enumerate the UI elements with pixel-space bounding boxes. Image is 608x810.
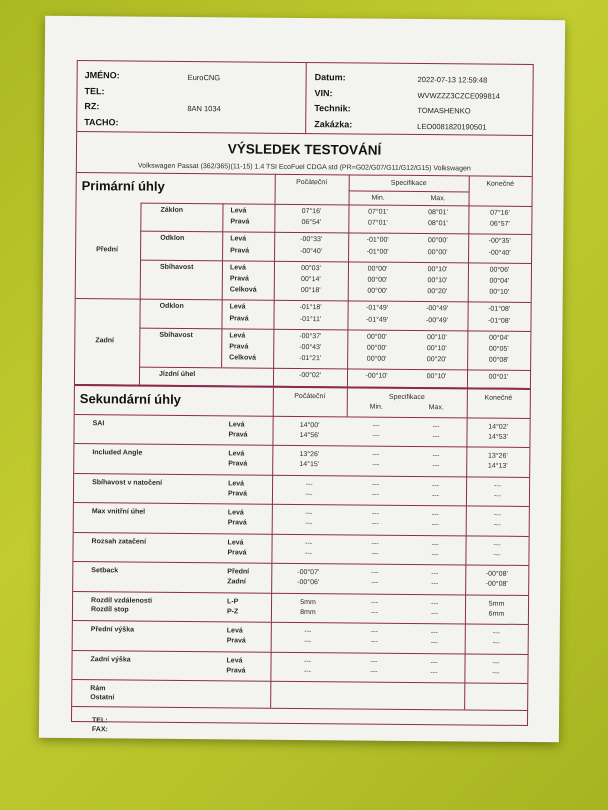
footer-fax: FAX: (91, 726, 108, 734)
value-max: 00°20' (427, 288, 448, 296)
section-divider (75, 384, 530, 390)
header-value: WVWZZZ3CZCE099814 (417, 90, 501, 101)
value-max: --- (431, 511, 439, 519)
header-value: LEO0081820190501 (417, 121, 487, 132)
col-line (270, 651, 271, 681)
value-final: -00°35' (488, 238, 511, 246)
col-header-final: Konečné (484, 394, 513, 402)
value-min: --- (372, 451, 380, 459)
value-max: 08°01' (428, 209, 448, 217)
value-max: --- (432, 462, 440, 470)
value-min: --- (371, 520, 379, 528)
col-line (466, 417, 467, 447)
header-label: Datum: (314, 72, 346, 83)
value-max: --- (430, 668, 438, 676)
row-line (74, 532, 529, 537)
value-final: --- (492, 659, 500, 667)
value-initial: --- (304, 657, 312, 665)
param-name: Záklon (160, 206, 184, 214)
side-label: L-P (227, 597, 239, 606)
value-initial: -00°33' (300, 236, 323, 244)
value-final: 5mm (488, 600, 505, 608)
col-header-spec: Specifikace (390, 179, 427, 188)
col-line (464, 653, 465, 683)
side-label: Celková (229, 354, 257, 362)
item-name: Max vnitřní úhel (91, 508, 146, 516)
value-final: --- (493, 511, 501, 519)
side-label: Pravá (230, 246, 250, 255)
value-max: --- (431, 570, 439, 578)
header-center-divider (305, 63, 307, 133)
value-final: 00°05' (488, 345, 509, 353)
value-max: --- (431, 599, 439, 607)
item-name: Rám (90, 685, 106, 693)
side-label: Pravá (226, 637, 246, 645)
row-line (74, 443, 529, 448)
axle-label: Zadní (95, 337, 115, 345)
value-initial: --- (304, 638, 312, 646)
value-max: --- (430, 629, 438, 637)
value-max: 00°10' (426, 333, 447, 342)
value-min: 00°00' (367, 287, 388, 295)
header-label: Zakázka: (314, 118, 353, 129)
value-min: 07°01' (368, 208, 388, 216)
value-max: 00°20' (426, 356, 447, 364)
col-line (466, 476, 467, 506)
value-min: --- (372, 432, 380, 440)
value-initial: --- (304, 549, 313, 557)
col-line (465, 594, 466, 624)
header-label: RZ: (84, 101, 100, 112)
value-initial: -00°40' (300, 247, 323, 255)
value-initial: -00°37' (299, 332, 322, 340)
value-min: --- (371, 599, 379, 607)
value-max: 00°00' (427, 248, 448, 256)
value-initial: 07°16' (301, 207, 322, 216)
spec-subline (349, 190, 469, 192)
vehicle-description: Volkswagen Passat (362/365)(11-15) 1.4 TSI EcoFuel CDGA std (PR=G02/G07/G11/G12/G15) Volkswagen (137, 162, 471, 173)
value-initial: 00°18' (300, 287, 321, 295)
col-line (271, 592, 272, 622)
header-label: Technik: (314, 103, 351, 114)
col-line (465, 624, 466, 654)
value-min: 00°00' (366, 333, 387, 341)
col-line (272, 445, 273, 475)
value-max: --- (431, 521, 439, 529)
col-line (140, 231, 141, 259)
value-min: 00°00' (367, 276, 388, 284)
value-max: 00°00' (427, 237, 448, 245)
table-bottom-line (72, 706, 527, 711)
col-line (139, 299, 140, 327)
value-final: -00°08' (485, 580, 508, 588)
row-line (73, 620, 528, 625)
col-line (140, 259, 141, 299)
value-final: 00°10' (489, 288, 510, 296)
value-final: 00°01' (488, 374, 509, 382)
side-label: Levá (229, 303, 246, 311)
side-label: Levá (229, 332, 246, 340)
col-line (139, 327, 140, 367)
value-initial: 14°00' (299, 421, 320, 429)
side-label: Levá (227, 509, 244, 517)
value-max: --- (432, 422, 440, 430)
col-line (467, 302, 468, 330)
col-line (466, 447, 467, 477)
header-value: 8AN 1034 (187, 103, 221, 114)
row-line (72, 679, 527, 684)
value-final: --- (492, 669, 500, 677)
value-max: --- (432, 481, 440, 489)
col-line (274, 204, 275, 232)
item-name: Sbíhavost v natočení (92, 478, 163, 487)
value-max: --- (431, 550, 439, 558)
value-min: --- (372, 461, 380, 469)
value-final: 06°57' (489, 220, 510, 228)
col-line (221, 328, 222, 368)
item-name: SAI (92, 419, 105, 427)
value-min: -01°00' (366, 236, 389, 245)
col-line (347, 301, 348, 329)
value-final: 00°04' (489, 277, 510, 285)
value-max: --- (430, 639, 438, 647)
side-label: Pravá (228, 430, 248, 439)
value-final: 00°08' (488, 356, 509, 364)
value-min: 00°00' (367, 265, 388, 273)
value-initial: --- (305, 480, 313, 488)
footer-tel: TEL: (91, 717, 108, 725)
value-final: --- (494, 482, 502, 490)
value-initial: --- (305, 490, 313, 498)
item-name: Setback (91, 567, 119, 575)
value-initial: 14°15' (299, 461, 320, 469)
item-name: Rozsah zatačení (91, 537, 147, 546)
value-final: 00°04' (488, 334, 509, 342)
col-line (464, 683, 465, 710)
value-initial: -00°07' (297, 569, 320, 577)
value-final: -01°08' (487, 317, 511, 325)
col-line (221, 300, 222, 328)
value-initial: --- (305, 520, 313, 528)
col-line (272, 504, 273, 534)
value-min: --- (370, 668, 378, 676)
side-label: Zadní (227, 578, 246, 586)
col-line (466, 506, 467, 536)
col-line (270, 681, 271, 708)
row-line (74, 473, 529, 478)
value-initial: -01°18' (299, 304, 322, 312)
side-label: Levá (230, 207, 247, 215)
col-line (347, 369, 348, 386)
value-initial: 13°26' (299, 451, 320, 459)
value-final: --- (493, 492, 502, 500)
value-final: 13°26' (487, 452, 508, 460)
side-label: Levá (227, 538, 244, 547)
value-min: --- (371, 569, 379, 577)
value-initial: --- (304, 628, 312, 636)
value-initial: 14°56' (299, 431, 320, 439)
report-title: VÝSLEDEK TESTOVÁNÍ (227, 141, 382, 158)
value-min: 07°01' (367, 219, 388, 227)
value-min: -01°49' (366, 304, 389, 313)
col-line (348, 204, 349, 232)
row-line (73, 561, 528, 566)
item-name: Zadní výška (90, 655, 131, 664)
value-final: --- (492, 629, 500, 637)
row-line (73, 591, 528, 596)
value-max: --- (430, 609, 438, 617)
side-label: Pravá (229, 343, 249, 351)
value-initial: -01°21' (299, 355, 322, 363)
primary-angles-heading: Primární úhly (81, 178, 165, 194)
value-min: 00°00' (366, 355, 387, 363)
side-label: Pravá (227, 548, 247, 557)
results-form (71, 60, 534, 734)
col-line (465, 565, 466, 595)
col-line (271, 622, 272, 652)
value-initial: -00°43' (299, 343, 322, 352)
value-final: -00°08' (485, 570, 508, 578)
param-name: Sbíhavost (159, 331, 193, 339)
side-label: Levá (226, 627, 243, 635)
value-final: 07°16' (490, 209, 510, 217)
value-max: 00°10' (426, 345, 447, 353)
param-name: Sbíhavost (159, 263, 194, 271)
param-name: Odklon (159, 303, 184, 311)
side-label: P-Z (226, 607, 239, 616)
value-min: --- (372, 422, 380, 430)
value-min: -01°49' (365, 316, 389, 324)
header-value: EuroCNG (187, 72, 221, 83)
side-label: Pravá (229, 275, 249, 283)
value-final: 00°06' (489, 266, 510, 274)
value-final: --- (493, 521, 501, 529)
header-label: JMÉNO: (84, 70, 120, 81)
value-max: --- (431, 580, 439, 588)
col-line (272, 474, 273, 504)
side-label: Přední (227, 568, 250, 576)
col-header-spec: Specifikace (388, 393, 425, 401)
header-label: TACHO: (84, 116, 119, 127)
value-final: -00°40' (488, 249, 511, 257)
param-name: Jízdní úhel (159, 371, 196, 379)
col-line (467, 370, 468, 387)
side-label: Levá (228, 420, 245, 429)
col-line (465, 535, 466, 565)
item-name-secondary: Rozdíl stop (90, 605, 129, 614)
value-min: --- (371, 579, 379, 587)
value-final: --- (493, 551, 501, 559)
col-header-max: Max. (428, 403, 444, 411)
col-line (468, 234, 469, 262)
side-label: Levá (228, 450, 245, 458)
row-line (73, 650, 528, 655)
col-header-final: Konečné (486, 180, 515, 188)
value-min: --- (370, 658, 378, 666)
col-line (273, 368, 274, 385)
col-line (348, 233, 349, 261)
value-max: --- (431, 491, 440, 499)
paper-sheet (39, 16, 565, 743)
row-line (75, 414, 530, 419)
col-header-min: Min. (369, 403, 383, 411)
value-initial: 06°54' (301, 219, 322, 227)
value-max: --- (430, 658, 438, 666)
side-label: Pravá (228, 460, 248, 468)
value-initial: -00°02' (298, 372, 322, 380)
side-label: Levá (229, 264, 246, 272)
value-initial: 00°03' (301, 264, 321, 272)
item-name: Rozdíl vzdálenosti (91, 596, 153, 605)
value-min: --- (371, 540, 379, 548)
value-final: 14°53' (488, 433, 508, 441)
value-initial: 5mm (300, 598, 316, 606)
axle-label: Přední (96, 246, 118, 254)
col-line (222, 260, 223, 300)
value-min: --- (370, 628, 378, 636)
value-final: --- (492, 639, 500, 647)
col-header-min: Min. (371, 194, 385, 202)
col-line (140, 203, 141, 231)
side-label: Celková (229, 286, 257, 294)
value-final: --- (493, 541, 501, 549)
value-max: 00°10' (427, 265, 448, 274)
secondary-angles-heading: Sekundární úhly (79, 390, 182, 407)
col-header-initial: Počáteční (294, 392, 326, 400)
value-max: -00°49' (425, 316, 449, 324)
value-min: --- (371, 550, 379, 558)
value-min: --- (372, 481, 380, 489)
header-value: TOMASHENKO (417, 105, 471, 116)
value-min: --- (370, 609, 378, 617)
side-label: Levá (230, 235, 247, 243)
col-line (139, 367, 140, 384)
side-label: Pravá (226, 666, 246, 675)
param-name: Odklon (160, 235, 185, 243)
value-max: 08°01' (427, 220, 448, 228)
header-value: 2022-07-13 12:59:48 (417, 74, 488, 85)
col-line (274, 232, 275, 260)
side-label: Pravá (230, 218, 250, 226)
value-final: 14°13' (487, 462, 508, 470)
value-min: -00°10' (365, 372, 388, 381)
value-initial: --- (303, 667, 311, 675)
value-min: -01°00' (366, 248, 389, 256)
value-max: 00°10' (427, 277, 448, 285)
header-label: TEL: (84, 85, 105, 96)
value-min: --- (371, 491, 380, 499)
col-line (468, 205, 469, 233)
col-header-initial: Počáteční (296, 178, 328, 187)
value-final: 14°02' (488, 423, 508, 431)
col-line (222, 203, 223, 231)
side-label: Pravá (229, 314, 249, 323)
value-max: -00°49' (426, 305, 449, 313)
col-line (273, 300, 274, 328)
group-line (76, 298, 140, 300)
item-name-secondary: Ostatní (90, 694, 115, 702)
value-max: --- (431, 540, 439, 548)
col-line (222, 232, 223, 260)
value-initial: -00°06' (297, 579, 320, 587)
value-final: -01°08' (488, 306, 511, 314)
col-header-max: Max. (430, 195, 446, 203)
side-label: Levá (226, 656, 243, 665)
value-max: --- (432, 432, 440, 440)
col-line (272, 415, 273, 445)
value-max: 00°10' (426, 373, 447, 381)
value-final: 6mm (488, 610, 505, 618)
side-label: Pravá (227, 519, 247, 527)
value-min: --- (370, 638, 378, 646)
value-initial: --- (305, 510, 313, 518)
side-label: Pravá (227, 489, 248, 498)
col-line (271, 533, 272, 563)
item-name: Included Angle (92, 449, 143, 457)
item-name: Přední výška (90, 626, 135, 634)
value-initial: --- (305, 539, 313, 547)
col-line (271, 563, 272, 593)
value-max: --- (432, 452, 440, 460)
row-line (74, 502, 529, 507)
value-initial: 00°14' (300, 275, 321, 284)
value-initial: -01°11' (299, 315, 322, 323)
header-label: VIN: (314, 87, 333, 98)
side-label: Levá (228, 479, 245, 488)
value-min: 00°00' (366, 344, 387, 352)
value-initial: 8mm (300, 608, 316, 616)
value-min: --- (371, 510, 379, 518)
